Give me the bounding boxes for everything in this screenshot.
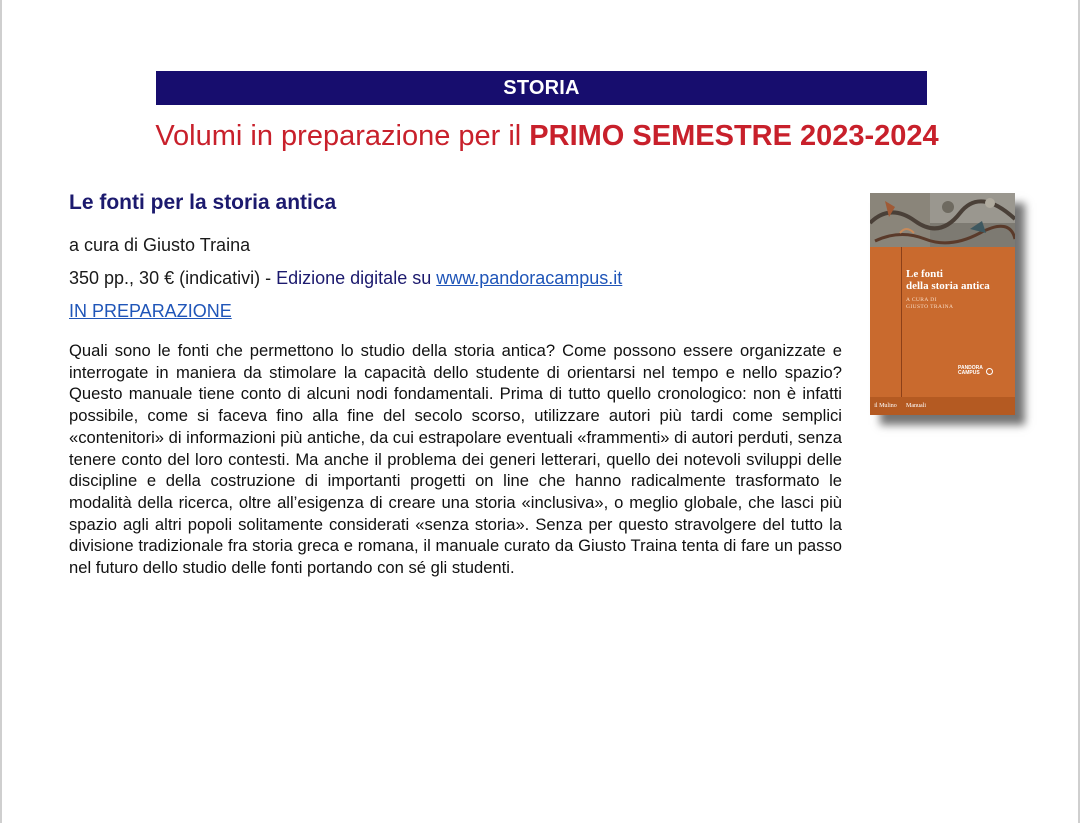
mosaic-image xyxy=(870,193,1015,247)
cover-title-line-2: della storia antica xyxy=(906,280,990,292)
cover-publisher: il Mulino xyxy=(874,403,897,409)
book-title: Le fonti per la storia antica xyxy=(69,191,337,214)
cover-title xyxy=(906,268,990,292)
book-cover xyxy=(870,193,1015,415)
pandora-campus-logo xyxy=(958,363,1002,379)
book-meta xyxy=(69,265,622,291)
cover-title-line-1: Le fonti xyxy=(906,268,943,280)
pandora-ring-icon xyxy=(986,368,993,375)
digital-edition-label: Edizione digitale su xyxy=(276,268,437,288)
cover-editor xyxy=(906,297,953,311)
pandoracampus-link[interactable]: www.pandoracampus.it xyxy=(436,268,623,288)
status-link[interactable]: IN PREPARAZIONE xyxy=(69,301,232,321)
page-headline xyxy=(102,114,992,158)
cover-footer xyxy=(870,397,1015,415)
pandora-logo-line-1: PANDORA xyxy=(958,365,983,371)
cover-editor-line-2: GIUSTO TRAINA xyxy=(906,304,954,310)
section-banner xyxy=(156,71,927,105)
pandora-logo-line-2: CAMPUS xyxy=(958,370,980,376)
pages-price: 350 pp., 30 € (indicativi) - xyxy=(69,268,277,288)
section-label: STORIA xyxy=(503,76,580,99)
cover-editor-line-1: A CURA DI xyxy=(906,297,937,303)
cover-panel xyxy=(870,193,1015,415)
headline-emphasis: PRIMO SEMESTRE 2023-2024 xyxy=(529,120,939,152)
headline-prefix: Volumi in preparazione per il xyxy=(155,120,530,152)
book-status xyxy=(69,298,232,324)
cover-rule xyxy=(901,247,902,397)
book-abstract: Quali sono le fonti che permettono lo studio della storia antica? Come possono essere organizzate e interrogate in maniera da stimolare la capacità dello studente di orientarsi nel tempo e nello spazio? Questo manuale tiene conto di alcuni nodi fondamentali. Prima di tutto quello cronologico: non è infatti possibile, come si faceva fino alla fine del secolo scorso, utilizzare autori più tardi come semplici «contenitori» di informazioni più antiche, da cui estrapolare eventuali «frammenti» di autori perduti, senza tenere conto del loro contesti. Ma anche il problema dei generi letterari, quello dei notevoli sviluppi delle discipline e della costruzione di importanti progetti on line che hanno radicalmente trasformato le modalità della ricerca, oltre all’esigenza di creare una storia «inclusiva», o meglio globale, che lasci più spazio agli altri popoli solitamente considerati «senza storia». Senza per questo stravolgere del tutto la divisione tradizionale fra storia greca e romana, il manuale curato da Giusto Traina tenta di fare un passo nel futuro dello studio delle fonti portando con sé gli studenti. xyxy=(69,341,842,578)
book-editor: a cura di Giusto Traina xyxy=(69,235,251,255)
cover-series: Manuali xyxy=(906,403,926,409)
